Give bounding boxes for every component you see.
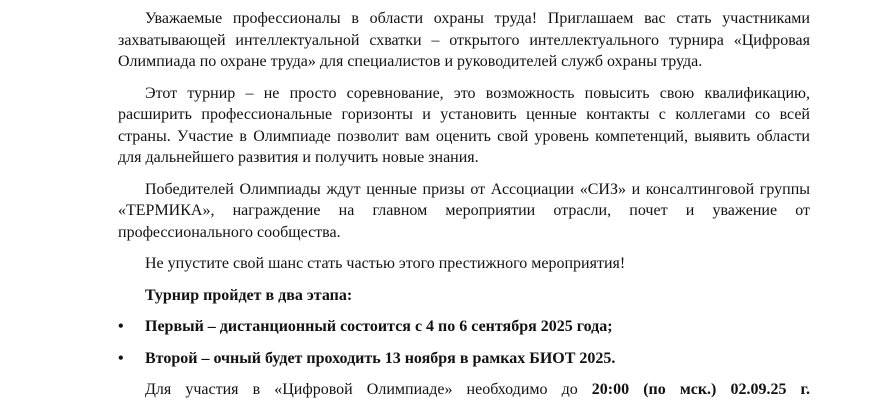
paragraph-opportunity: Этот турнир – не просто соревнование, это возможность повысить свою квалификацию, расширить профессиональные горизонты и установить ценные контакты с коллегами со всей страны. Участие в Олимпиаде позволит вам оценить свой уровень компетенций, выявить области для дальнейшего развития и получить новые знания. — [118, 84, 810, 166]
bullet-icon: • — [118, 349, 124, 367]
bullet-icon: • — [118, 318, 124, 335]
document-page — [118, 8, 810, 401]
paragraph-call-to-action: Не упустите свой шанс стать частью этого престижного мероприятия! — [145, 255, 626, 272]
paragraph-invitation: Уважаемые профессионалы в области охраны труда! Приглашаем вас стать участниками захватывающей интеллектуальной схватки – открытого интеллектуального турнира «Цифровая Олимпиада по охране труда» для специалистов и руководителей служб охраны труда. — [118, 10, 810, 70]
registration-deadline: 20:00 (по мск.) 02.09.25 г. — [591, 381, 810, 398]
paragraph-prizes: Победителей Олимпиады ждут ценные призы от Ассоциации «СИЗ» и консалтинговой группы «ТЕРМИКА», награждение на главном мероприятии отрасли, почет и уважение от профессионального сообщества. — [118, 180, 810, 241]
paragraph-registration — [118, 379, 810, 401]
stages-heading: Турнир пройдет в два этапа: — [145, 286, 353, 304]
stage-list-item — [118, 348, 810, 370]
stage-list-item — [118, 316, 810, 338]
registration-text: Для участия в «Цифровой Олимпиаде» необходимо до — [145, 381, 578, 398]
stage-text: Первый – дистанционный состоится с 4 по 6 сентября 2025 года; — [145, 318, 613, 335]
stage-text: Второй – очный будет проходить 13 ноября в рамках БИОТ 2025. — [145, 349, 616, 367]
